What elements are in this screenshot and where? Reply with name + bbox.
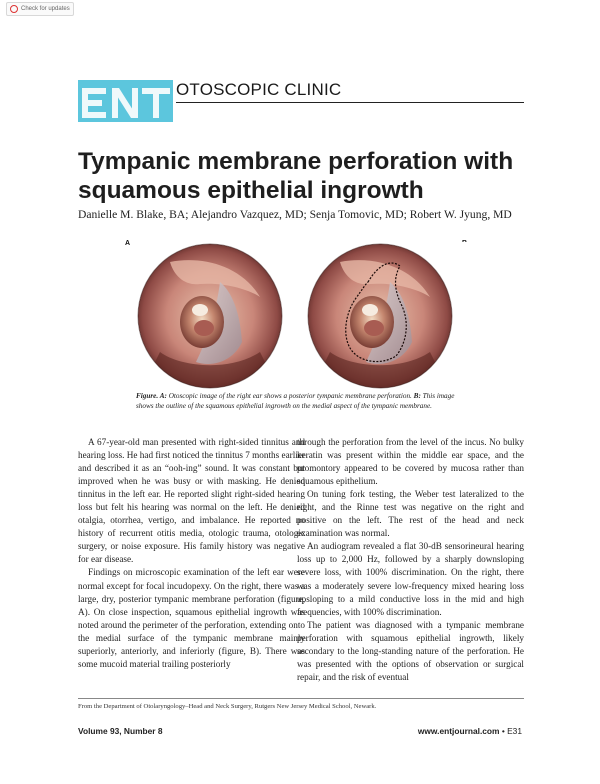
check-for-updates-badge[interactable] <box>6 2 74 16</box>
paragraph: A 67-year-old man presented with right-sided tinnitus and hearing loss. He had first noticed the tinnitus 7 months earlier and described it as an “ooh-ing” sound. It was constant but improved when he was busy or with masking. He denied tinnitus in the left ear. He reported slight right-sided hearing loss but felt his hearing was normal on the left. He denied otalgia, otorrhea, vertigo, and imbalance. He reported no history of recurrent otitis media, otologic trauma, otologic surgery, or noise exposure. His family history was negative for ear disease. <box>78 437 305 565</box>
otoscopic-figure <box>130 242 470 390</box>
journal-url[interactable]: www.entjournal.com <box>417 726 500 736</box>
paragraph: Findings on microscopic examination of the left ear were normal except for focal incudopexy. On the right, there was a large, dry, posterior tympanic membrane perforation (figure, A). On close inspection, squamous epithelial ingrowth was noted around the perimeter of the perforation, extending onto the medial surface of the tympanic membrane mainly superiorly, anteriorly, and inferiorly (figure, B). There was some mucoid material trailing posteriorly <box>78 567 305 669</box>
title-line-2: squamous epithelial ingrowth <box>78 177 424 204</box>
paragraph: The patient was diagnosed with a tympanic membrane perforation with squamous epithelial ingrowth, likely secondary to the long-standing nature of the perforation. He was presented with the options of observation or surgical repair, and the risk of eventual <box>297 619 524 682</box>
volume-info: Volume 93, Number 8 <box>78 726 163 736</box>
footer-right <box>418 726 522 736</box>
article-title <box>78 147 538 205</box>
page-number: • E31 <box>499 726 522 736</box>
section-title: OTOSCOPIC CLINIC <box>176 80 342 99</box>
caption-label-a: Figure. A: <box>136 392 167 400</box>
caption-text-a: Otoscopic image of the right ear shows a posterior tympanic membrane perforation. <box>166 392 414 400</box>
title-line-1: Tympanic membrane perforation with <box>78 148 514 175</box>
update-icon <box>10 5 18 13</box>
footnote-rule <box>78 698 524 699</box>
caption-label-b: B: <box>413 392 421 400</box>
ent-logo <box>78 80 173 122</box>
author-list: Danielle M. Blake, BA; Alejandro Vazquez, MD; Senja Tomovic, MD; Robert W. Jyung, MD <box>78 208 512 221</box>
header-rule <box>176 102 524 103</box>
paragraph: through the perforation from the level of the incus. No bulky keratin was present within the middle ear space, and the promontory appeared to be covered by mucosa rather than squamous epithelium. <box>297 437 524 487</box>
figure-caption <box>136 392 466 411</box>
check-for-updates-label: Check for updates <box>21 6 70 12</box>
caption-text-b: This image shows the outline of the squamous epithelial ingrowth on the medial aspect of the tympanic membrane. <box>136 392 455 410</box>
paragraph: On tuning fork testing, the Weber test lateralized to the right, and the Rinne test was negative on the right and positive on the left. The rest of the head and neck examination was normal. <box>297 489 524 539</box>
affiliation-footnote: From the Department of Otolaryngology–Head and Neck Surgery, Rutgers New Jersey Medical School, Newark. <box>78 703 377 710</box>
paragraph: An audiogram revealed a flat 30-dB sensorineural hearing loss up to 2,000 Hz, followed by a sharply downsloping severe loss, with 100% discrimination. On the right, there was a moderately severe low-frequency mixed hearing loss upsloping to a mild conductive loss in the mid and high frequencies, with 100% discrimination. <box>297 541 524 617</box>
panel-label-a: A <box>125 240 131 247</box>
body-column-right <box>297 436 524 684</box>
body-column-left <box>78 436 305 671</box>
